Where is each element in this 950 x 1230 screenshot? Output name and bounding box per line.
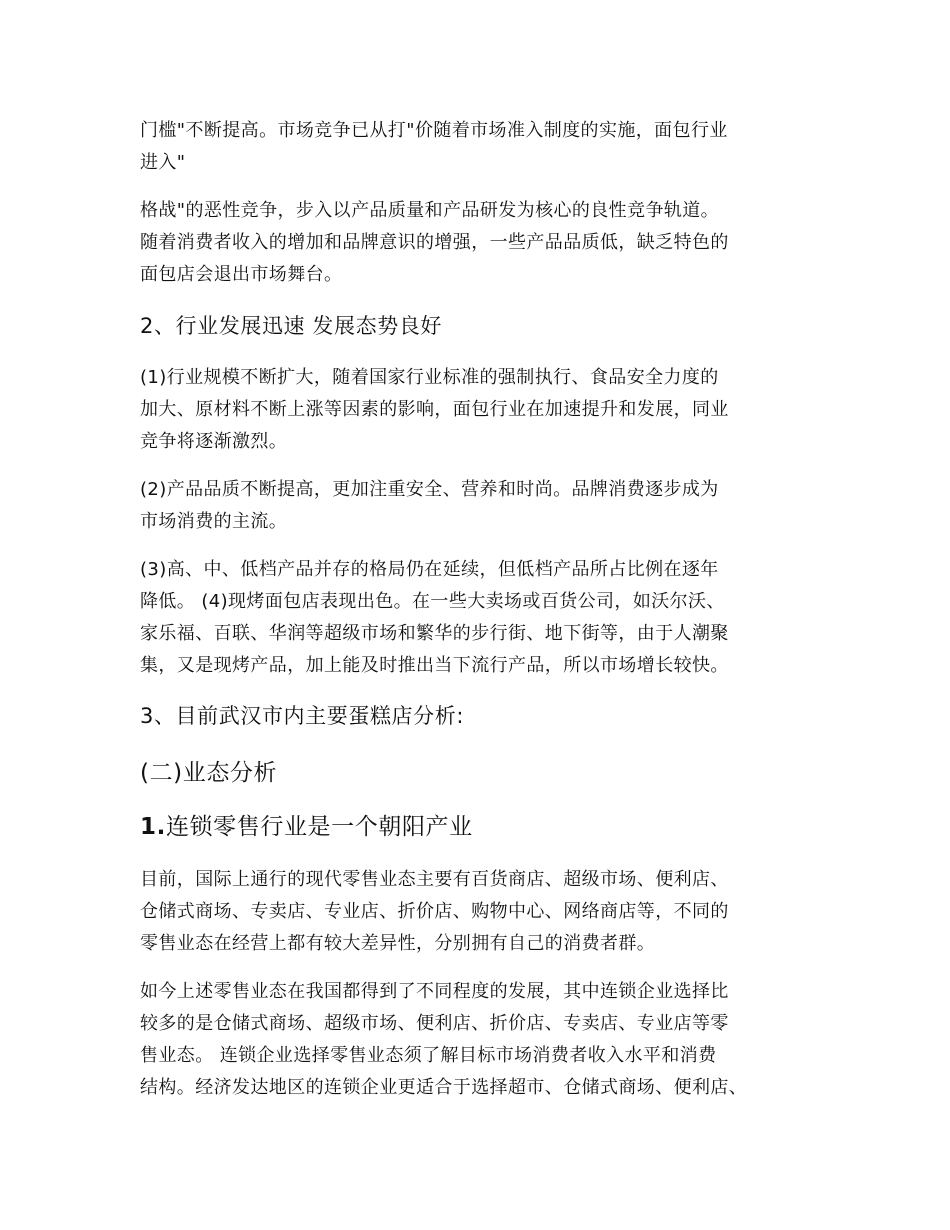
text-line: 零售业态在经营上都有较大差异性，分别拥有自己的消费者群。 xyxy=(140,933,656,954)
heading-text: 连锁零售行业是一个朝阳产业 xyxy=(165,814,473,840)
text-line: 进入" xyxy=(140,152,186,173)
text-line: 售业态。 连锁企业选择零售业态须了解目标市场消费者收入水平和消费 xyxy=(140,1045,717,1066)
text-line: 目前，国际上通行的现代零售业态主要有百货商店、超级市场、便利店、 xyxy=(140,869,729,890)
text-line: 家乐福、百联、华润等超级市场和繁华的步行街、地下街等，由于人潮聚 xyxy=(140,623,729,644)
section-heading-format-analysis: (二)业态分析 xyxy=(140,760,278,786)
paragraph-retail-formats xyxy=(140,864,830,960)
text-line: 集，又是现烤产品，加上能及时推出当下流行产品，所以市场增长较快。 xyxy=(140,655,729,676)
heading-number: 1. xyxy=(140,814,166,840)
paragraph-point-2 xyxy=(140,474,830,538)
paragraph-point-3-4 xyxy=(140,554,830,682)
text-line: 较多的是仓储式商场、超级市场、便利店、折价店、专卖店、专业店等零 xyxy=(140,1013,729,1034)
paragraph-market-threshold xyxy=(140,115,830,179)
text-line: 竞争将逐渐激烈。 xyxy=(140,431,288,452)
text-line: 仓储式商场、专卖店、专业店、折价店、购物中心、网络商店等，不同的 xyxy=(140,901,729,922)
text-line: 面包店会退出市场舞台。 xyxy=(140,264,343,285)
text-line: 降低。 (4)现烤面包店表现出色。在一些大卖场或百货公司，如沃尔沃、 xyxy=(140,591,725,612)
heading-industry-growth: 2、行业发展迅速 发展态势良好 xyxy=(140,314,443,338)
text-line: 门槛"不断提高。市场竞争已从打"价随着市场准入制度的实施，面包行业 xyxy=(140,120,728,141)
text-line: 格战"的恶性竞争，步入以产品质量和产品研发为核心的良性竞争轨道。 xyxy=(140,200,720,221)
paragraph-price-war xyxy=(140,195,830,291)
paragraph-china-development xyxy=(140,976,830,1104)
text-line: (2)产品品质不断提高，更加注重安全、营养和时尚。品牌消费逐步成为 xyxy=(140,479,719,500)
text-line: 随着消费者收入的增加和品牌意识的增强，一些产品品质低，缺乏特色的 xyxy=(140,232,729,253)
paragraph-point-1 xyxy=(140,362,830,458)
text-line: 如今上述零售业态在我国都得到了不同程度的发展，其中连锁企业选择比 xyxy=(140,981,729,1002)
heading-wuhan-cake-shops: 3、目前武汉市内主要蛋糕店分析: xyxy=(140,704,465,728)
text-line: (1)行业规模不断扩大，随着国家行业标准的强制执行、食品安全力度的 xyxy=(140,367,719,388)
subsection-heading-chain-retail xyxy=(140,810,830,844)
text-line: 市场消费的主流。 xyxy=(140,511,288,532)
text-line: 加大、原材料不断上涨等因素的影响，面包行业在加速提升和发展，同业 xyxy=(140,399,729,420)
text-line: 结构。经济发达地区的连锁企业更适合于选择超市、仓储式商场、便利店、 xyxy=(140,1077,748,1098)
text-line: (3)高、中、低档产品并存的格局仍在延续，但低档产品所占比例在逐年 xyxy=(140,559,719,580)
